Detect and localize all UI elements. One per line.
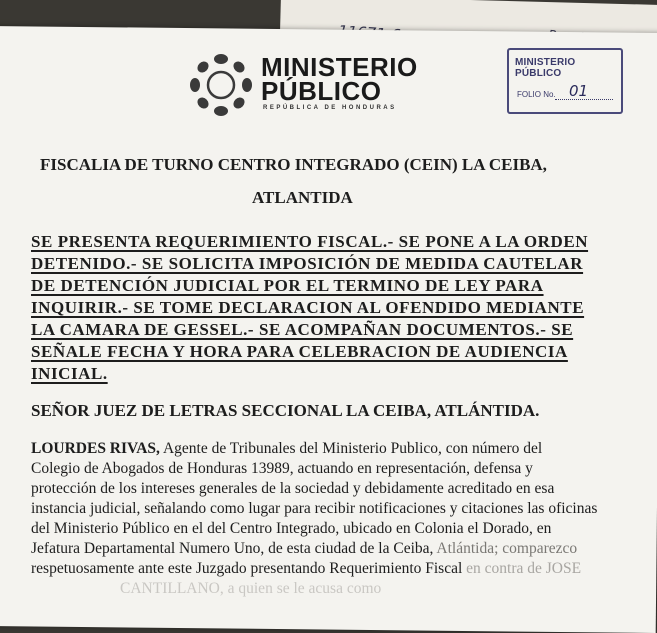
brand-line-2: PÚBLICO: [261, 76, 382, 106]
body-line-7-a: respetuosamente ante este Juzgado presentando Requerimiento Fiscal: [31, 560, 467, 577]
subject-line-6: SEÑALE FECHA Y HORA PARA CELEBRACION DE AUDIENCIA: [31, 342, 568, 361]
body-line-6: [31, 540, 577, 558]
body-line-8: CANTILLANO, a quien se le acusa como: [120, 580, 382, 597]
folio-stamp: [507, 48, 623, 114]
stamp-title: MINISTERIO PÚBLICO: [515, 57, 576, 79]
body-line-3: protección de los intereses generales de la sociedad y debidamente acreditado en esa: [31, 480, 555, 497]
body-line-1: [31, 440, 542, 458]
subject-line-2: DETENIDO.- SE SOLICITA IMPOSICIÓN DE MEDIDA CAUTELAR: [31, 254, 584, 273]
heading-line-2: ATLANTIDA: [252, 188, 353, 207]
subject-line-4: INQUIRIR.- SE TOME DECLARACION AL OFENDIDO MEDIANTE: [31, 298, 585, 317]
brand-line-1: MINISTERIO: [261, 52, 418, 82]
author-name: LOURDES RIVAS,: [31, 440, 160, 457]
body-line-1-rest: Agente de Tribunales del Ministerio Publico, con número del: [159, 440, 543, 457]
brand-line-3: REPÚBLICA DE HONDURAS: [263, 105, 397, 111]
heading-line-1: FISCALIA DE TURNO CENTRO INTEGRADO (CEIN) LA CEIBA,: [40, 155, 547, 174]
body-line-7: [31, 560, 581, 578]
stamp-folio-label: FOLIO No.: [517, 90, 556, 99]
stamp-folio-number: 01: [569, 82, 589, 100]
body-line-4: instancia judicial, señalando como lugar para recibir notificaciones y citaciones las oficinas: [31, 500, 598, 517]
body-line-5: del Ministerio Público en el del Centro Integrado, ubicado en Colonia el Dorado, en: [31, 520, 552, 537]
body-line-6-a: Jefatura Departamental Numero Uno, de esta ciudad de la Ceiba,: [31, 540, 437, 557]
subject-line-3: DE DETENCIÓN JUDICIAL POR EL TERMINO DE LEY PARA: [31, 276, 544, 295]
body-line-2: Colegio de Abogados de Honduras 13989, actuando en representación, defensa y: [31, 460, 533, 477]
subject-line-7: INICIAL.: [31, 364, 108, 383]
subject-line-5: LA CAMARA DE GESSEL.- SE ACOMPAÑAN DOCUMENTOS.- SE: [31, 320, 574, 339]
salutation: SEÑOR JUEZ DE LETRAS SECCIONAL LA CEIBA, ATLÁNTIDA.: [31, 401, 540, 420]
body-line-7-b: en contra de JOSE: [466, 560, 582, 577]
body-line-6-b: Atlántida; comparezco: [436, 540, 578, 557]
subject-line-1: SE PRESENTA REQUERIMIENTO FISCAL.- SE PONE A LA ORDEN: [31, 232, 589, 251]
ministerio-publico-logo-icon: [186, 50, 256, 120]
